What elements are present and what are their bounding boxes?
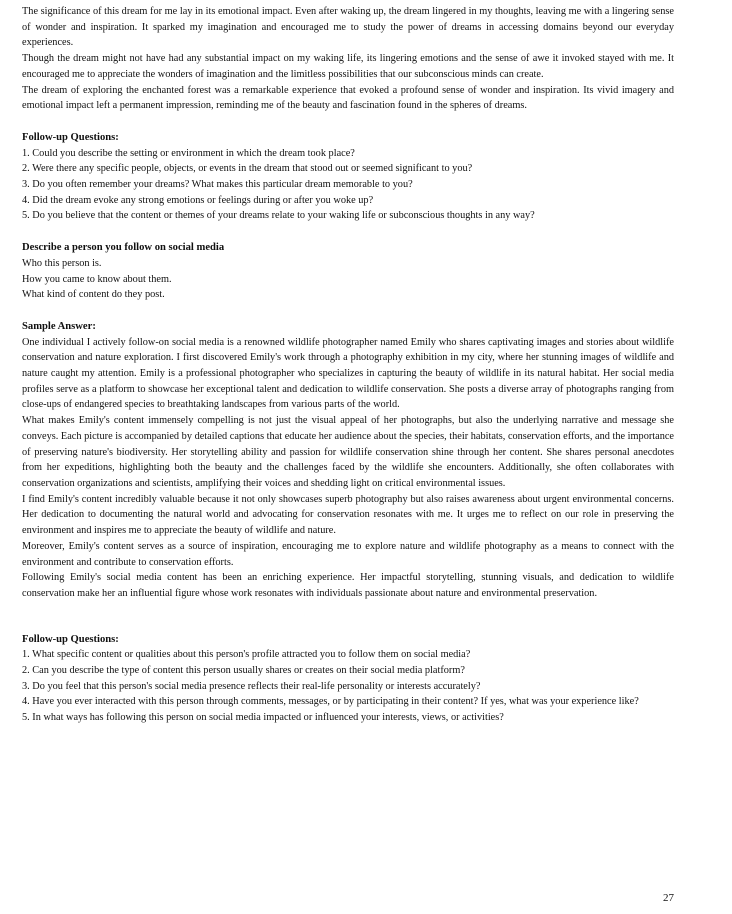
paragraph: The dream of exploring the enchanted forest was a remarkable experience that evoked a profound sense of wonder and inspiration. Its vivid imagery and emotional impact left a permanent impression, reminding me of the beauty and fascination found in the spheres of dreams. <box>22 84 674 112</box>
cue-point: What kind of content do they post. <box>22 289 165 301</box>
followup-questions-dream <box>22 130 674 224</box>
question-item: 5. Do you believe that the content or themes of your dreams relate to your waking life or subconscious thoughts in any way? <box>22 210 535 222</box>
dream-conclusion <box>22 4 674 114</box>
cue-point: How you came to know about them. <box>22 273 172 285</box>
cue-card <box>22 240 674 303</box>
question-item: 1. Could you describe the setting or environment in which the dream took place? <box>22 147 355 159</box>
paragraph: Though the dream might not have had any substantial impact on my waking life, its lingering emotions and the sense of awe it invoked stayed with me. It encouraged me to appreciate the wonders of imagination and the limitless possibilities that our subconscious minds can create. <box>22 53 674 80</box>
paragraph: What makes Emily's content immensely compelling is not just the visual appeal of her photographs, but also the underlying narrative and message she conveys. Each picture is accompanied by detailed captions that educate her audience about the species, their habitats, conservation efforts, and the importance of preserving nature's biodiversity. Her storytelling ability and passion for wildlife conservation shine through her content. She shares personal anecdotes from her expeditions, highlighting both the beauty and the challenges faced by the wildlife she encounters. Additionally, she often collaborates with conservation organizations and scientists, amplifying their voices and shedding light on critical environmental issues. <box>22 415 674 489</box>
cue-point: Who this person is. <box>22 257 102 269</box>
cue-card-title: Describe a person you follow on social media <box>22 242 225 254</box>
section-heading: Sample Answer: <box>22 320 96 332</box>
question-item: 4. Did the dream evoke any strong emotions or feelings during or after you woke up? <box>22 194 374 206</box>
question-item: 5. In what ways has following this person on social media impacted or influenced your interests, views, or activities? <box>22 712 504 724</box>
sample-answer <box>22 319 674 602</box>
section-heading: Follow-up Questions: <box>22 131 119 143</box>
paragraph: Following Emily's social media content has been an enriching experience. Her impactful storytelling, stunning visuals, and dedication to wildlife conservation make her an influential figure whose work resonates with individuals passionate about nature and environmental preservation. <box>22 572 674 599</box>
section-heading: Follow-up Questions: <box>22 633 119 645</box>
followup-questions-social-media <box>22 632 674 726</box>
paragraph: One individual I actively follow-on social media is a renowned wildlife photographer named Emily who shares captivating images and stories about wildlife conservation and nature exploration. I first discovered Emily's work through a photography exhibition in my city, where her stunning images of wildlife and nature caught my attention. Emily is a professional photographer who specializes in capturing the beauty of wildlife in its natural habitat. Her social media profiles serve as a platform to showcase her exceptional talent and dedication to wildlife conservation. She posts a diverse array of photographs ranging from close-ups of endangered species to breathtaking landscapes from various parts of the world. <box>22 336 674 411</box>
page-number: 27 <box>663 892 674 904</box>
question-item: 3. Do you feel that this person's social media presence reflects their real-life personality or interests accurately? <box>22 680 481 692</box>
paragraph: Moreover, Emily's content serves as a source of inspiration, encouraging me to explore nature and wildlife photography as a means to connect with the environment and contribute to conservation efforts. <box>22 540 674 568</box>
question-item: 4. Have you ever interacted with this person through comments, messages, or by participating in their content? If yes, what was your experience like? <box>22 696 639 708</box>
question-item: 2. Were there any specific people, objects, or events in the dream that stood out or seemed significant to you? <box>22 163 473 175</box>
paragraph: I find Emily's content incredibly valuable because it not only showcases superb photography but also raises awareness about urgent environmental concerns. Her dedication to documenting the natural world and advocating for conservation resonates with me. It urges me to reflect on our role in preserving the environment and inspires me to appreciate the beauty of wildlife and nature. <box>22 493 674 537</box>
question-item: 2. Can you describe the type of content this person usually shares or creates on their social media platform? <box>22 665 465 677</box>
question-item: 1. What specific content or qualities about this person's profile attracted you to follow them on social media? <box>22 649 471 661</box>
paragraph: The significance of this dream for me lay in its emotional impact. Even after waking up, the dream lingered in my thoughts, leaving me with a lingering sense of wonder and inspiration. It sparked my imagination and encouraged me to study the power of dreams in accessing domains beyond our everyday experiences. <box>22 6 674 49</box>
question-item: 3. Do you often remember your dreams? What makes this particular dream memorable to you? <box>22 179 413 191</box>
